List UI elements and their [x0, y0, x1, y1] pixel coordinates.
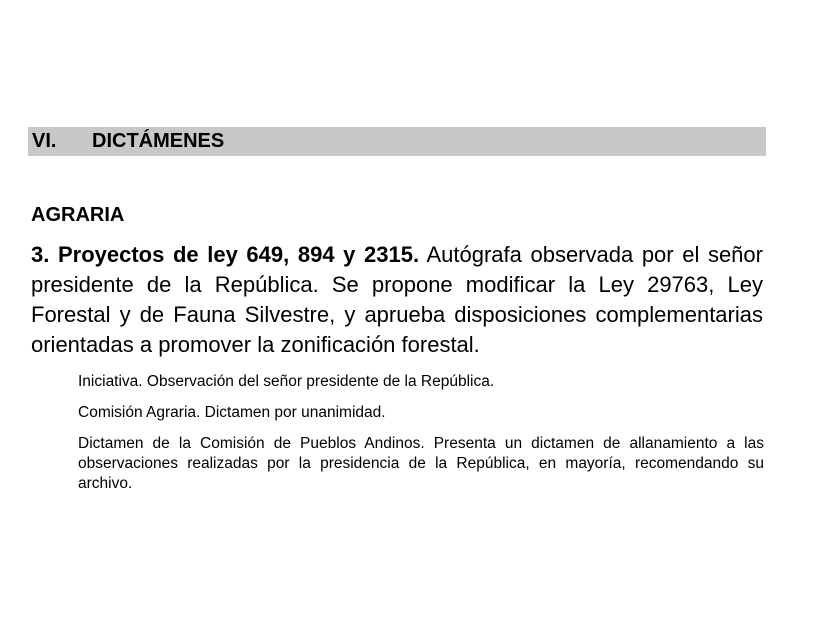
note-andean-committee: Dictamen de la Comisión de Pueblos Andinos. Presenta un dictamen de allanamiento a las observaciones realizadas por la presidencia de la República, en mayoría, recomendando su archivo.	[78, 435, 764, 492]
agenda-item	[31, 240, 763, 360]
note-initiative: Iniciativa. Observación del señor presidente de la República.	[78, 373, 495, 390]
committee-heading: AGRARIA	[31, 204, 125, 226]
agenda-item-text: Autógrafa observada por el señor presidente de la República. Se propone modificar la Ley 29763, Ley Forestal y de Fauna Silvestre, y aprueba disposiciones complementarias orientadas a promover la zonificación forestal.	[31, 242, 763, 357]
section-title: DICTÁMENES	[92, 130, 225, 152]
item-notes	[78, 372, 764, 505]
section-header	[28, 127, 766, 156]
agenda-item-heading: 3. Proyectos de ley 649, 894 y 2315.	[31, 242, 420, 267]
section-number: VI.	[32, 130, 57, 152]
note-agrarian-committee: Comisión Agraria. Dictamen por unanimidad.	[78, 404, 386, 421]
